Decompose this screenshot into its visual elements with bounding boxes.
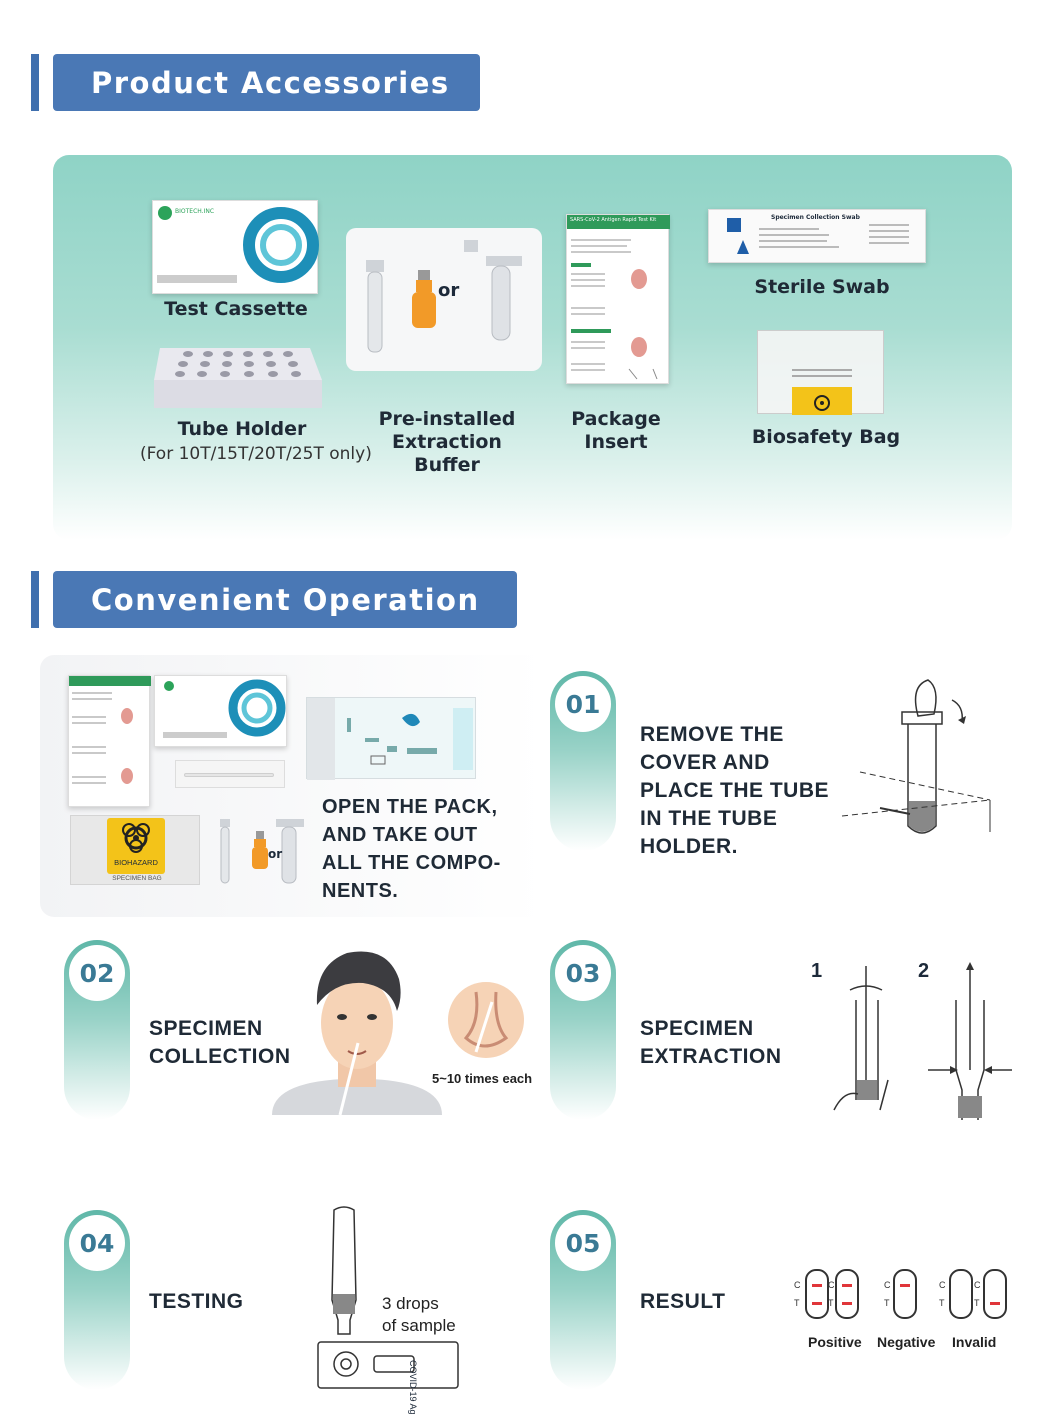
step-03-line2: EXTRACTION (640, 1045, 782, 1068)
open-pack-text (322, 793, 501, 905)
step-01-line5: HOLDER. (640, 835, 738, 858)
section-title-text: Convenient Operation (91, 582, 480, 617)
extraction-buffer-image (346, 228, 542, 371)
test-cassette-image (152, 200, 318, 294)
test-cassette-box-icon (153, 201, 319, 295)
step-05-line1: RESULT (640, 1290, 726, 1313)
insert-content-icon (69, 686, 151, 808)
pack-tubes-image (212, 815, 312, 887)
step-01-line3: PLACE THE TUBE (640, 779, 830, 802)
kit-box-image (154, 675, 287, 747)
svg-text:C: C (939, 1280, 946, 1290)
svg-text:C: C (884, 1280, 891, 1290)
package-insert-label (556, 408, 676, 454)
pouch-image (306, 697, 476, 779)
person-swab-icon (272, 945, 442, 1115)
step-01-line1: REMOVE THE (640, 723, 784, 746)
step-01-marker (550, 671, 616, 851)
svg-text:T: T (884, 1298, 890, 1308)
step-02-line1: SPECIMEN (149, 1017, 263, 1040)
extraction-step-2-label: 2 (918, 960, 930, 982)
svg-text:C: C (794, 1280, 801, 1290)
extraction-tube-icon (212, 815, 312, 887)
result-positive-label: Positive (808, 1334, 862, 1350)
section-title-accessories (53, 54, 480, 111)
open-pack-line2: AND TAKE OUT (322, 824, 478, 846)
section-accent-bar (31, 571, 39, 628)
step-02-text (149, 1015, 291, 1071)
section-accent-bar (31, 54, 39, 111)
tube-holder-icon (150, 340, 325, 410)
insert-title: SARS-CoV-2 Antigen Rapid Test Kit (570, 217, 657, 223)
open-pack-line1: OPEN THE PACK, (322, 796, 498, 818)
open-pack-line4: NENTS. (322, 880, 399, 902)
sterile-swab-label: Sterile Swab (754, 276, 890, 298)
svg-text:T: T (828, 1298, 834, 1308)
svg-text:T: T (939, 1298, 945, 1308)
step-02-marker (64, 940, 130, 1120)
swab-title: Specimen Collection Swab (771, 214, 860, 221)
step-02-line2: COLLECTION (149, 1045, 291, 1068)
svg-text:C: C (828, 1280, 835, 1290)
package-insert-label-line2: Insert (584, 431, 648, 453)
tube-holder-label: Tube Holder (177, 418, 307, 440)
step-number: 05 (555, 1215, 611, 1271)
testing-note-line1: 3 drops (382, 1294, 439, 1313)
tube-holder-image (150, 340, 325, 410)
specimen-bag-text: SPECIMEN BAG (112, 875, 162, 882)
step-03-marker (550, 940, 616, 1120)
extraction-step-1-label: 1 (811, 960, 823, 982)
step-05-text (640, 1288, 725, 1316)
step-03-line1: SPECIMEN (640, 1017, 754, 1040)
package-insert-label-line1: Package (571, 408, 661, 430)
extraction-illustration-icon (830, 960, 1016, 1120)
nose-swab-icon (446, 982, 526, 1060)
biohazard-icon (758, 331, 885, 415)
package-insert-image (566, 214, 669, 384)
svg-text:C: C (974, 1280, 981, 1290)
biosafety-bag-label: Biosafety Bag (751, 426, 901, 448)
extraction-buffer-label-line1: Pre-installed (378, 408, 516, 430)
swab-stick (184, 773, 274, 777)
open-pack-line3: ALL THE COMPO- (322, 852, 501, 874)
cassette-label: COVID-19 Ag (408, 1360, 418, 1415)
step-01-line4: IN THE TUBE (640, 807, 778, 830)
biohazard-symbol-icon (107, 818, 165, 858)
biohazard-bag-image (70, 815, 200, 885)
result-negative-label: Negative (877, 1334, 936, 1350)
step-number: 01 (555, 676, 611, 732)
test-cassette-label: Test Cassette (164, 298, 308, 320)
step-04-text (149, 1288, 244, 1316)
swab-image (175, 760, 285, 788)
testing-note-line2: of sample (382, 1316, 456, 1335)
result-cassettes-icon (790, 1264, 1014, 1324)
testing-drops-note (382, 1293, 456, 1337)
insert-header-bar (69, 676, 151, 686)
pouch-illustration-icon (307, 698, 477, 780)
step-03-text (640, 1015, 782, 1071)
svg-text:T: T (794, 1298, 800, 1308)
result-invalid-label: Invalid (952, 1334, 997, 1350)
or-label: or (438, 280, 460, 301)
biosafety-bag-image (757, 330, 884, 414)
step-01-illustration-icon (840, 676, 1000, 846)
sterile-swab-image (708, 209, 926, 263)
kit-insert-image (68, 675, 150, 807)
extraction-buffer-label (356, 408, 538, 477)
step-04-marker (64, 1210, 130, 1390)
cassette-brand: BIOTECH.INC (175, 208, 215, 215)
step-number: 04 (69, 1215, 125, 1271)
tube-holder-note: (For 10T/15T/20T/25T only) (140, 444, 372, 464)
or-label: or (268, 847, 283, 861)
step-number: 03 (555, 945, 611, 1001)
step-05-marker (550, 1210, 616, 1390)
step-01-line2: COVER AND (640, 751, 770, 774)
biohazard-label (107, 818, 165, 874)
step-04-line1: TESTING (149, 1290, 244, 1313)
biohazard-text: BIOHAZARD (114, 858, 158, 867)
section-title-operation (53, 571, 517, 628)
svg-text:T: T (974, 1298, 980, 1308)
step-01-text (640, 721, 829, 861)
step-number: 02 (69, 945, 125, 1001)
section-title-text: Product Accessories (91, 65, 450, 100)
extraction-buffer-label-line2: Extraction Buffer (392, 431, 502, 476)
swab-times-note: 5~10 times each (432, 1071, 533, 1086)
test-cassette-box-icon (155, 676, 288, 748)
insert-content-icon (567, 229, 670, 385)
